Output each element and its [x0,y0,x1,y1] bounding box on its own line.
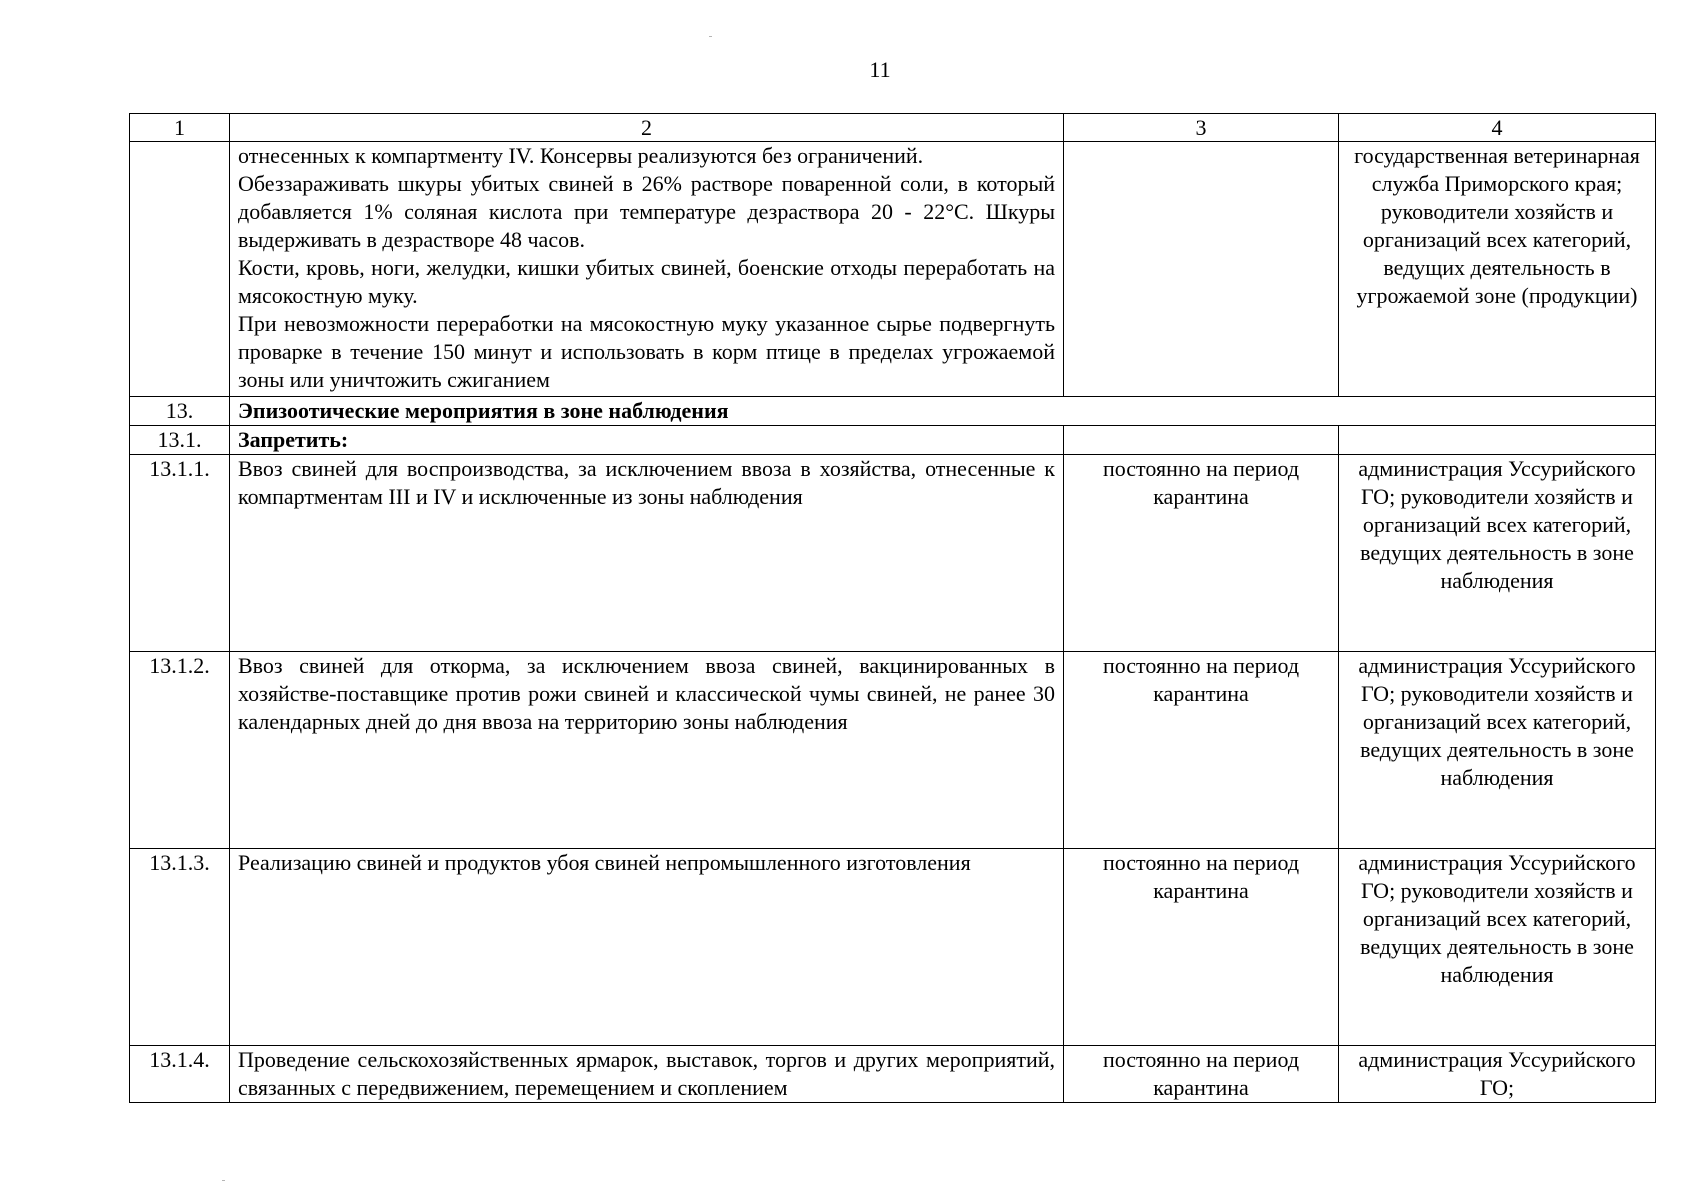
measure-text [230,142,1064,397]
table-row [130,849,1656,1046]
responsible-cell: государственная ветеринарная служба Приморского края; руководители хозяйств и организаций всех категорий, ведущих деятельность в угрожаемой зоне (продукции) [1339,142,1656,397]
table-row [130,652,1656,849]
measure-text: Реализацию свиней и продуктов убоя свиней непромышленного изготовления [230,849,1064,1046]
column-number-1: 1 [130,114,230,142]
section-row [130,397,1656,426]
scan-speck [709,36,712,37]
column-number-row [130,114,1656,142]
column-number-2: 2 [230,114,1064,142]
subsection-row [130,426,1656,455]
measure-paragraph: Кости, кровь, ноги, желудки, кишки убитых свиней, боенские отходы переработать на мясокостную муку. [238,255,1055,308]
responsible-cell: администрация Уссурийского ГО; руководители хозяйств и организаций всех категорий, ведущих деятельность в зоне наблюдения [1339,849,1656,1046]
measure-paragraph: отнесенных к компартменту IV. Консервы реализуются без ограничений. [238,143,924,168]
subsection-title: Запретить: [230,426,1064,455]
row-number [130,142,230,397]
table-row [130,1046,1656,1103]
section-number: 13. [130,397,230,426]
measure-paragraph: При невозможности переработки на мясокостную муку указанное сырье подвергнуть проварке в течение 150 минут и использовать в корм птице в пределах угрожаемой зоны или уничтожить сжиганием [238,311,1055,392]
measure-paragraph: Обеззараживать шкуры убитых свиней в 26% растворе поваренной соли, в который добавляется 1% соляная кислота при температуре дезраствора 20 - 22°С. Шкуры выдерживать в дезрастворе 48 часов. [238,171,1055,252]
term-cell: постоянно на период карантина [1064,849,1339,1046]
column-number-4: 4 [1339,114,1656,142]
scan-speck [222,1180,225,1181]
responsible-cell [1339,426,1656,455]
responsible-cell: администрация Уссурийского ГО; руководители хозяйств и организаций всех категорий, ведущих деятельность в зоне наблюдения [1339,455,1656,652]
term-cell: постоянно на период карантина [1064,1046,1339,1103]
row-number: 13.1.1. [130,455,230,652]
table-row [130,142,1656,397]
responsible-cell: администрация Уссурийского ГО; руководители хозяйств и организаций всех категорий, ведущих деятельность в зоне наблюдения [1339,652,1656,849]
measure-text: Ввоз свиней для откорма, за исключением ввоза свиней, вакцинированных в хозяйстве-поставщике против рожи свиней и классической чумы свиней, не ранее 30 календарных дней до дня ввоза на территорию зоны наблюдения [230,652,1064,849]
page-number: 11 [869,57,891,82]
measure-text: Проведение сельскохозяйственных ярмарок, выставок, торгов и других мероприятий, связанных с передвижением, перемещением и скоплением [230,1046,1064,1103]
term-cell: постоянно на период карантина [1064,652,1339,849]
table-row [130,455,1656,652]
term-cell [1064,142,1339,397]
subsection-number: 13.1. [130,426,230,455]
row-number: 13.1.3. [130,849,230,1046]
measure-text: Ввоз свиней для воспроизводства, за исключением ввоза в хозяйства, отнесенные к компартментам III и IV и исключенные из зоны наблюдения [230,455,1064,652]
row-number: 13.1.2. [130,652,230,849]
responsible-cell: администрация Уссурийского ГО; [1339,1046,1656,1103]
measures-table [129,113,1656,1103]
term-cell [1064,426,1339,455]
section-title: Эпизоотические мероприятия в зоне наблюдения [230,397,1656,426]
column-number-3: 3 [1064,114,1339,142]
term-cell: постоянно на период карантина [1064,455,1339,652]
row-number: 13.1.4. [130,1046,230,1103]
